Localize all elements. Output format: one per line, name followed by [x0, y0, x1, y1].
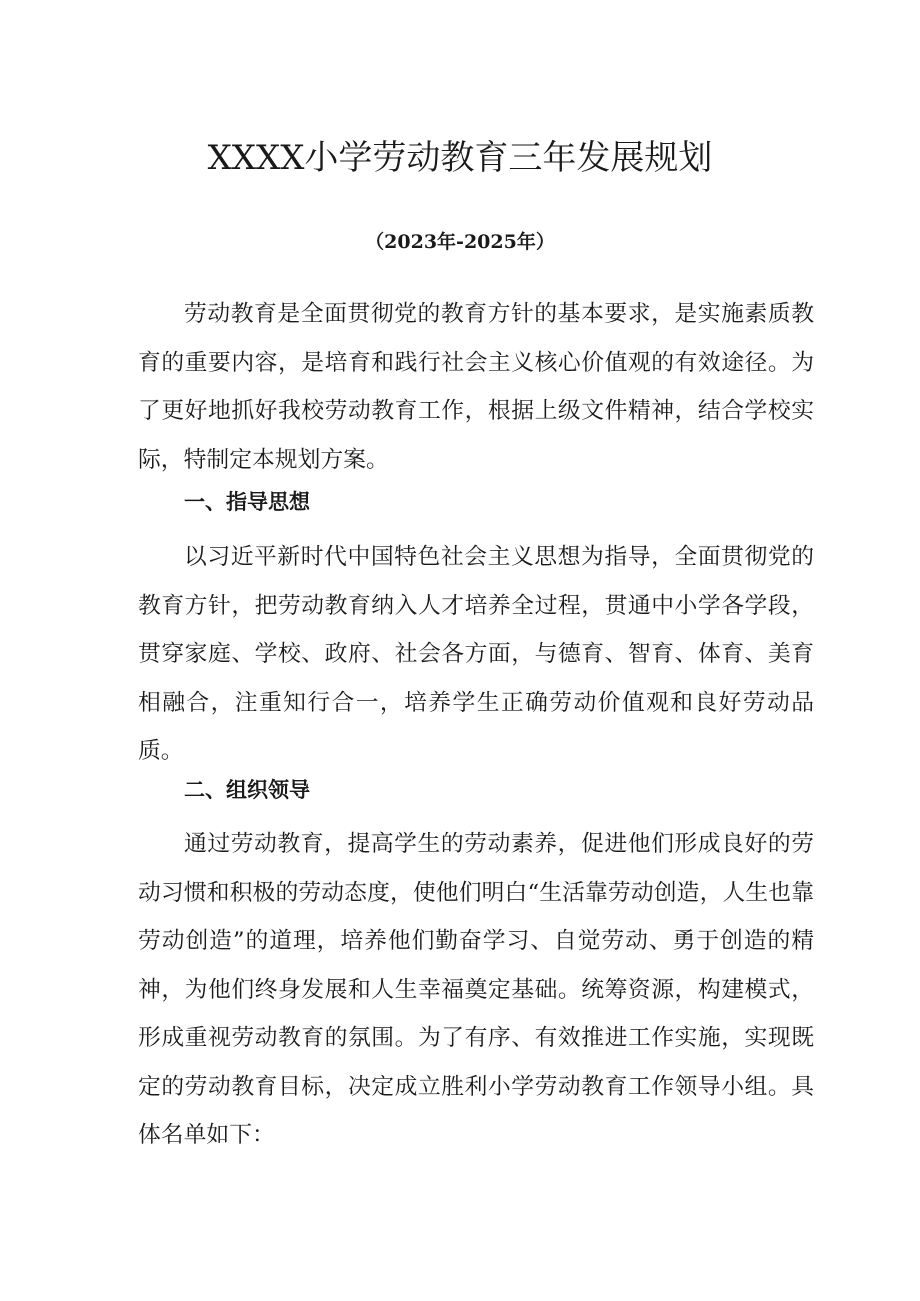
section-paragraph-guiding-ideology: 以习近平新时代中国特色社会主义思想为指导，全面贯彻党的教育方针，把劳动教育纳入人才培养全过程，贯通中小学各学段，贯穿家庭、学校、政府、社会各方面，与德育、智育、体育、美育相融合，注重知行合一，培养学生正确劳动价值观和良好劳动品质。 — [138, 544, 814, 764]
section-paragraph-organization: 通过劳动教育，提高学生的劳动素养，促进他们形成良好的劳动习惯和积极的劳动态度，使他们明白“生活靠劳动创造，人生也靠劳动创造”的道理，培养他们勤奋学习、自觉劳动、勇于创造的精神，为他们终身发展和人生幸福奠定基础。统筹资源，构建模式，形成重视劳动教育的氛围。为了有序、有效推进工作实施，实现既定的劳动教育目标，决定成立胜利小学劳动教育工作领导小组。具体名单如下： — [138, 831, 814, 1148]
document-title: XXXX小学劳动教育三年发展规划 — [207, 138, 713, 178]
intro-paragraph: 劳动教育是全面贯彻党的教育方针的基本要求，是实施素质教育的重要内容，是培育和践行社会主义核心价值观的有效途径。为了更好地抓好我校劳动教育工作，根据上级文件精神，结合学校实际，特制定本规划方案。 — [138, 301, 814, 473]
section-heading-guiding-ideology: 一、指导思想 — [184, 490, 310, 514]
document-subtitle: （2023年-2025年） — [365, 231, 555, 253]
section-heading-organization: 二、组织领导 — [184, 778, 310, 802]
